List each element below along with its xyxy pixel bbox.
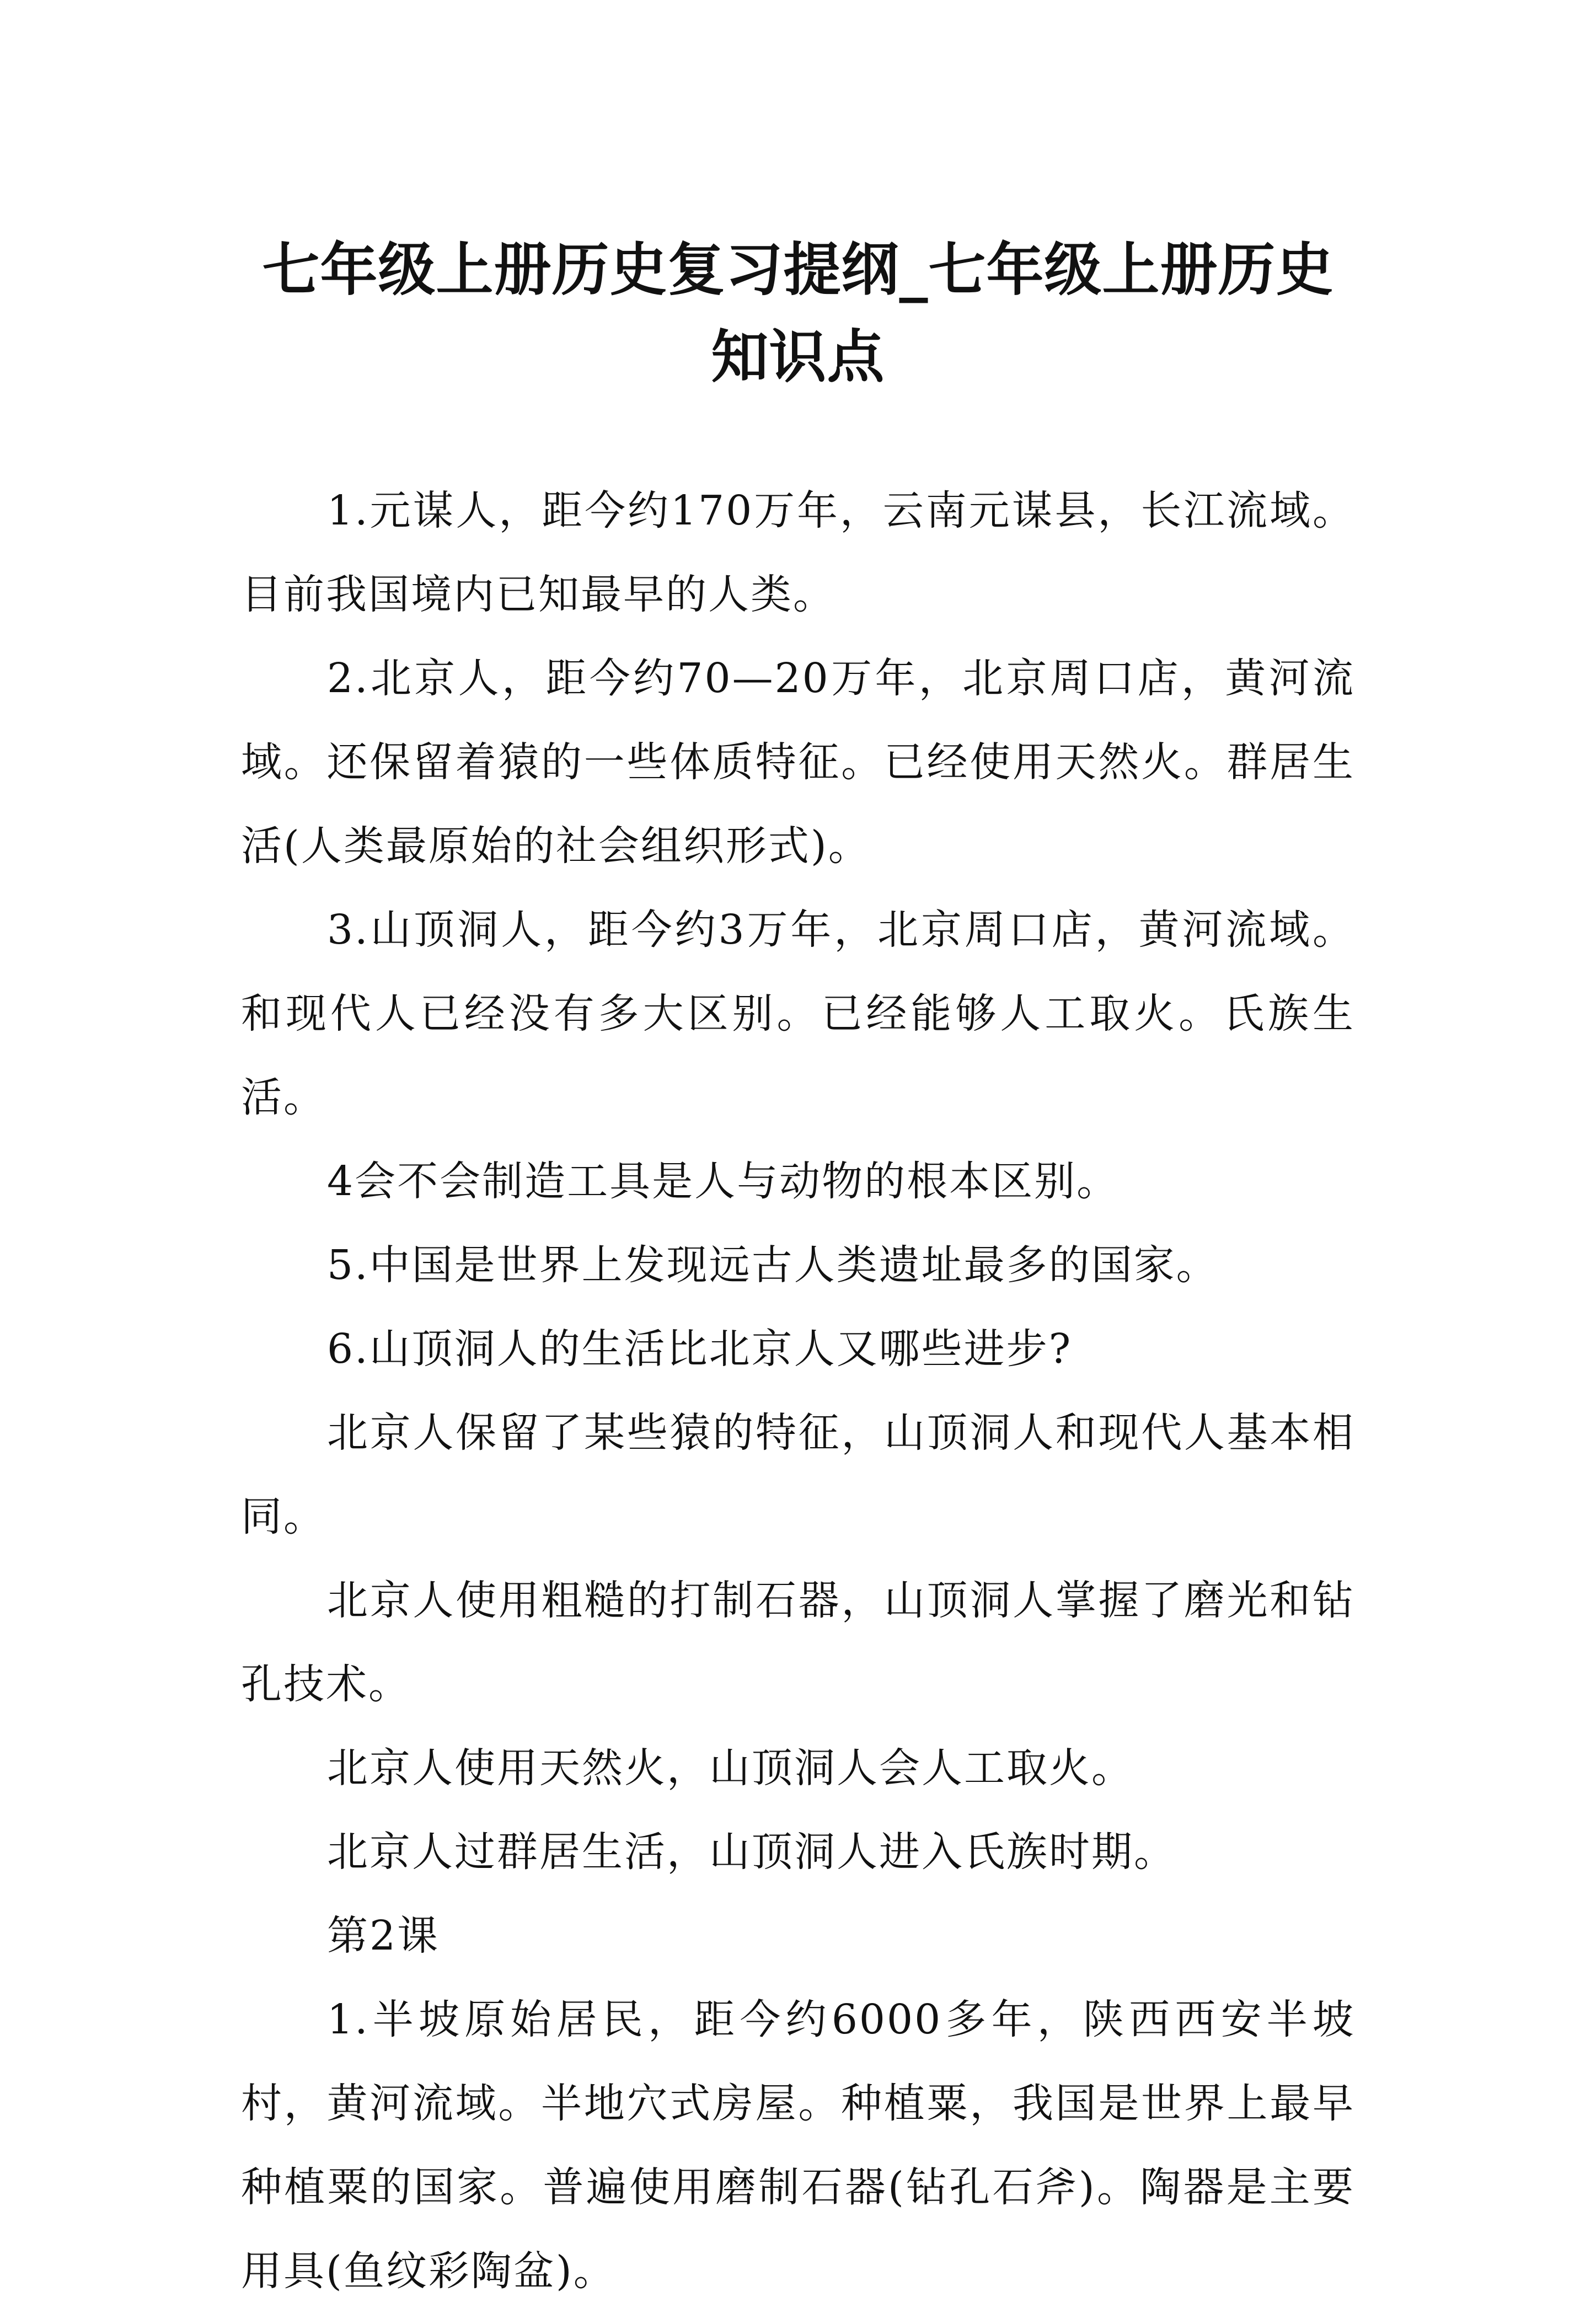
paragraph-progress-question: 6.山顶洞人的生活比北京人又哪些进步? bbox=[327, 1325, 1073, 1373]
document-title bbox=[221, 226, 1375, 400]
paragraph-comparison-tools: 北京人使用粗糙的打制石器，山顶洞人掌握了磨光和钻孔技术。 bbox=[241, 1577, 1355, 1708]
lesson-heading: 第2课 bbox=[327, 1912, 440, 1959]
paragraph-comparison-society: 北京人过群居生活，山顶洞人进入氏族时期。 bbox=[327, 1828, 1176, 1876]
paragraph-upper-cave-man: 3.山顶洞人，距今约3万年，北京周口店，黄河流域。和现代人已经没有多大区别。已经能够人工取火。氏族生活。 bbox=[241, 906, 1355, 1121]
paragraph-tool-making: 4会不会制造工具是人与动物的根本区别。 bbox=[327, 1158, 1120, 1205]
title-line-2: 知识点 bbox=[711, 323, 885, 390]
paragraph-china-sites: 5.中国是世界上发现远古人类遗址最多的国家。 bbox=[327, 1241, 1219, 1289]
paragraph-peking-man: 2.北京人，距今约70—20万年，北京周口店，黄河流域。还保留着猿的一些体质特征。已经使用天然火。群居生活(人类最原始的社会组织形式)。 bbox=[241, 655, 1355, 870]
paragraph-banpo-residents: 1.半坡原始居民，距今约6000多年，陕西西安半坡村，黄河流域。半地穴式房屋。种植粟，我国是世界上最早种植粟的国家。普遍使用磨制石器(钻孔石斧)。陶器是主要用具(鱼纹彩陶盆)。 bbox=[241, 1996, 1355, 2295]
title-line-1: 七年级上册历史复习提纲_七年级上册历史 bbox=[262, 235, 1334, 303]
paragraph-comparison-fire: 北京人使用天然火，山顶洞人会人工取火。 bbox=[327, 1744, 1134, 1792]
document-body bbox=[241, 469, 1355, 2313]
paragraph-yuanmou-man: 1.元谋人，距今约170万年，云南元谋县，长江流域。目前我国境内已知最早的人类。 bbox=[241, 487, 1355, 618]
paragraph-comparison-features: 北京人保留了某些猿的特征，山顶洞人和现代人基本相同。 bbox=[241, 1409, 1355, 1540]
